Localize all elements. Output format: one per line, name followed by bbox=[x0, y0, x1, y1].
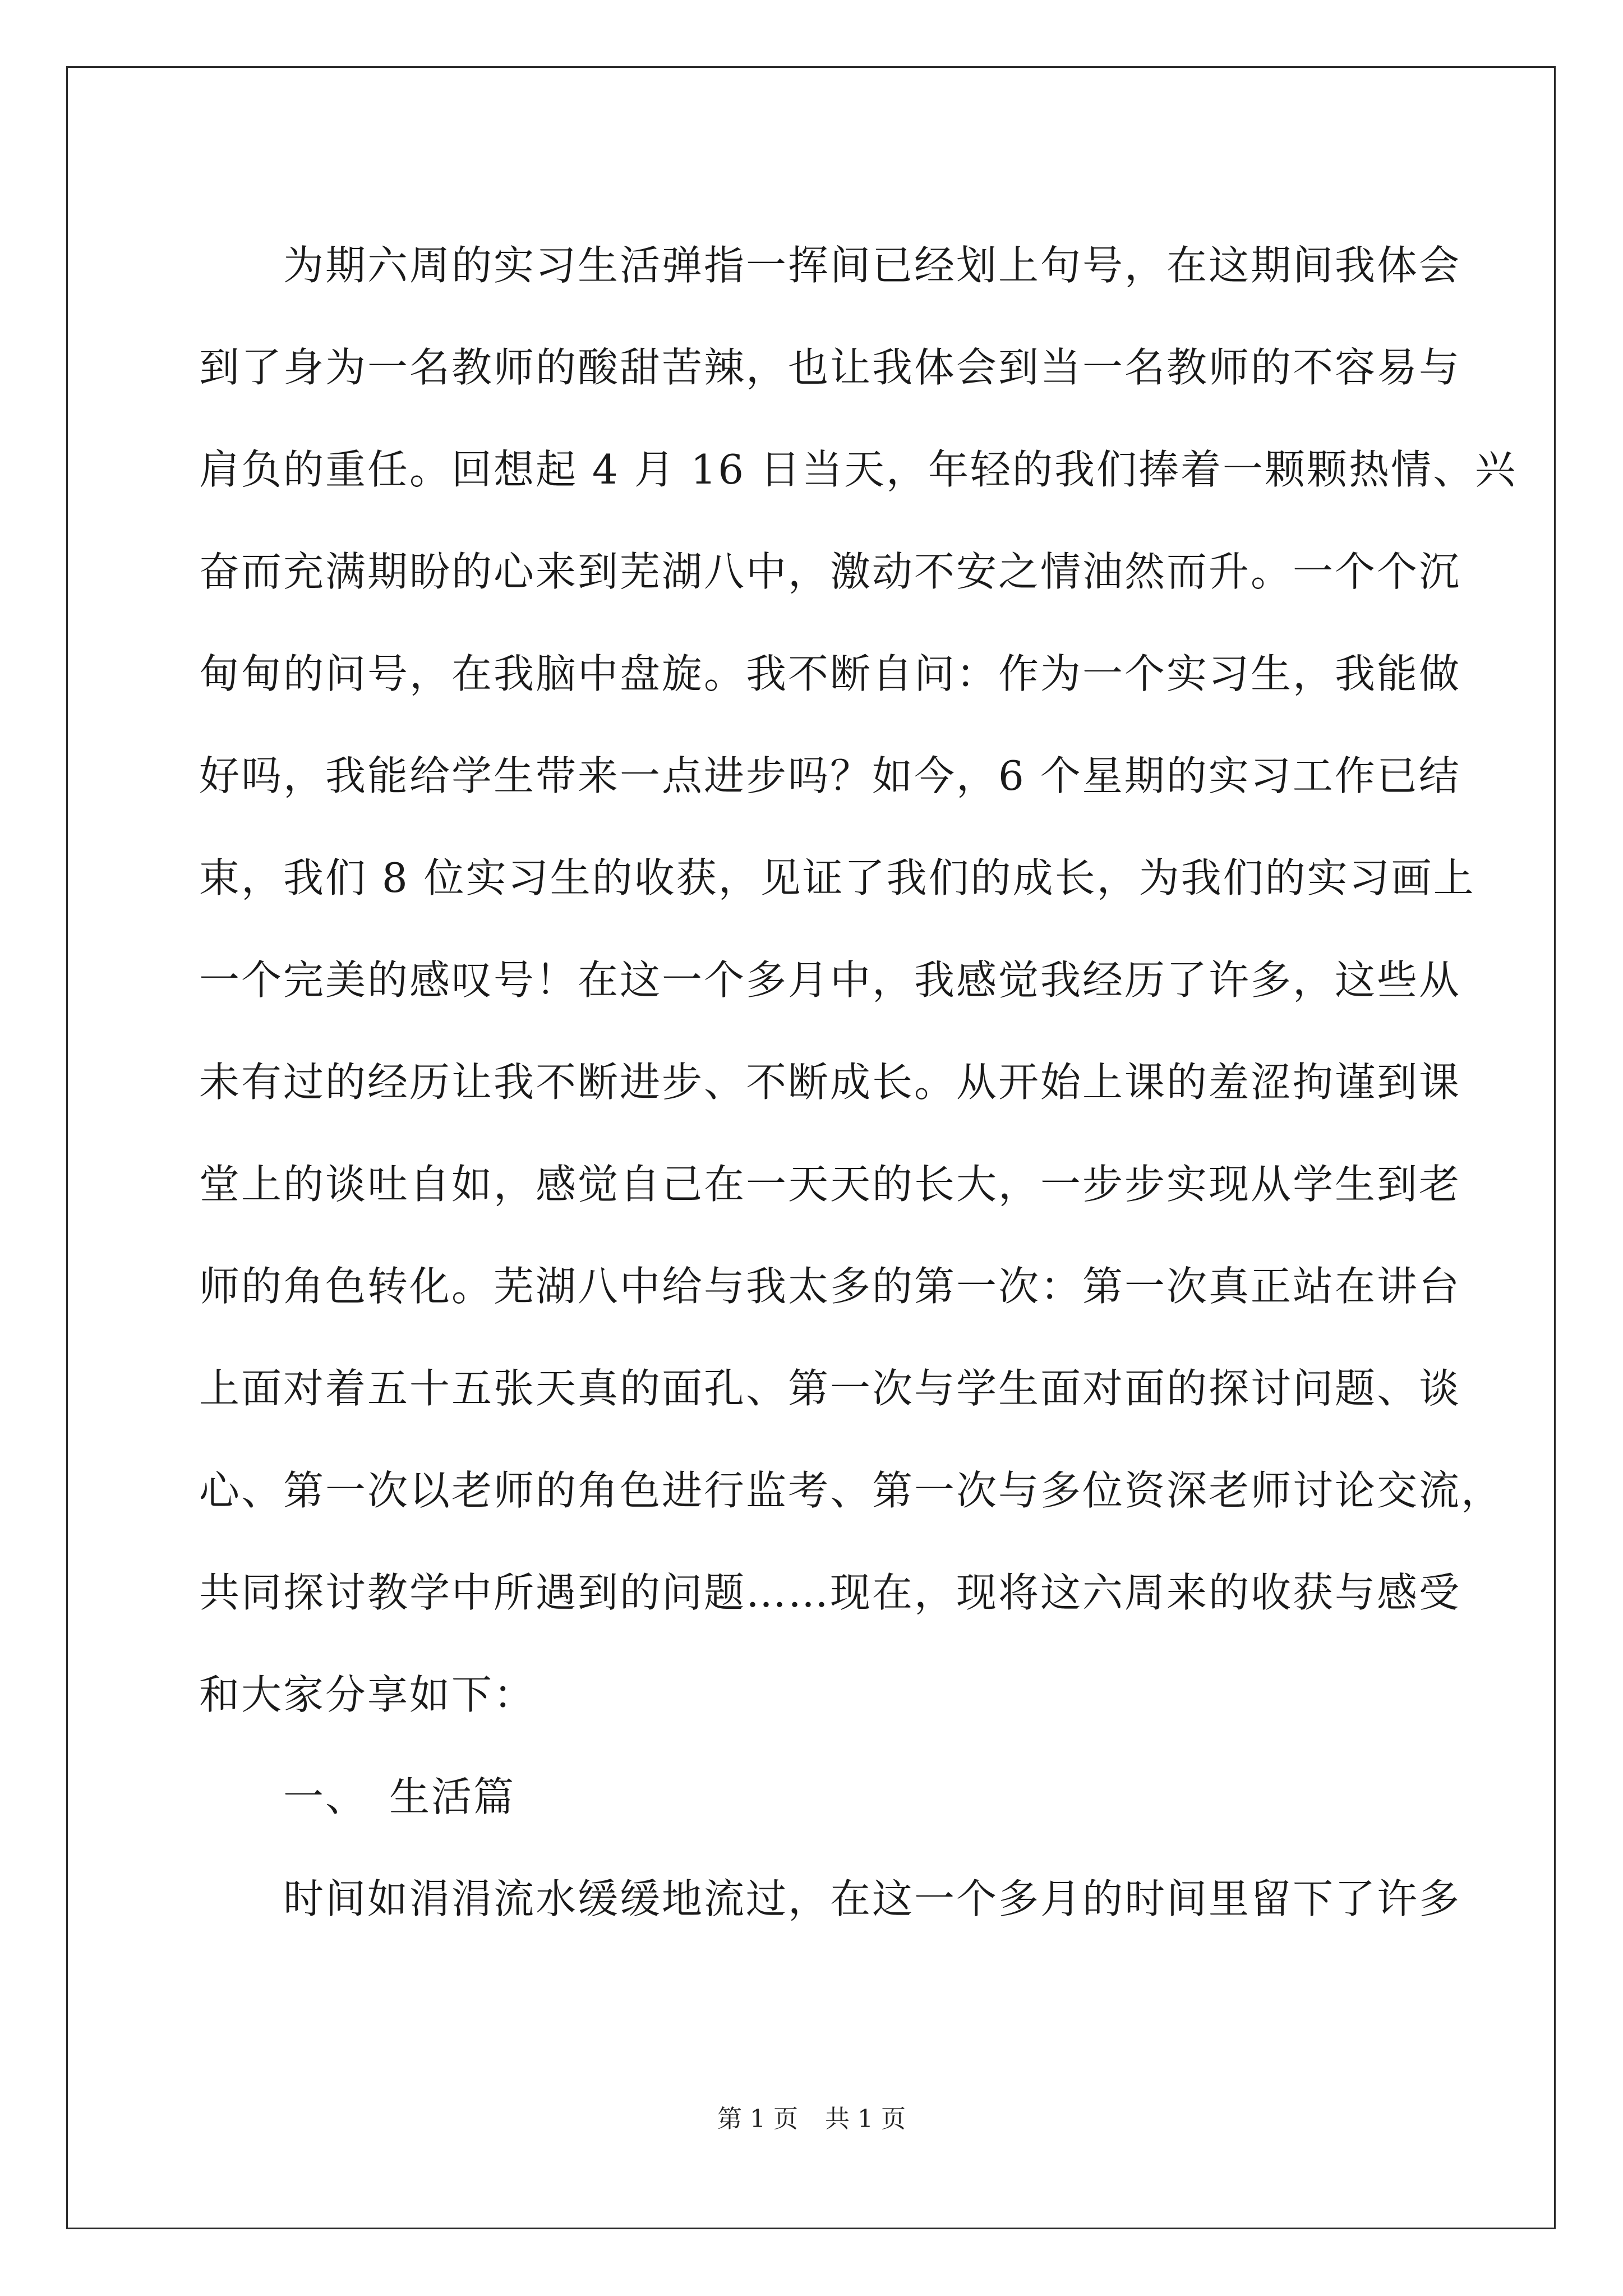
section-heading: 一、 生活篇 bbox=[283, 1773, 516, 1820]
paragraph-line: 师的角色转化。芜湖八中给与我太多的第一次：第一次真正站在讲台 bbox=[199, 1263, 1461, 1310]
paragraph-line: 好吗，我能给学生带来一点进步吗？如今，6 个星期的实习工作已结 bbox=[199, 752, 1461, 799]
paragraph-line: 到了身为一名教师的酸甜苦辣，也让我体会到当一名教师的不容易与 bbox=[199, 344, 1461, 391]
paragraph-line: 奋而充满期盼的心来到芜湖八中，激动不安之情油然而升。一个个沉 bbox=[199, 548, 1461, 595]
paragraph-line: 共同探讨教学中所遇到的问题……现在，现将这六周来的收获与感受 bbox=[199, 1569, 1461, 1616]
paragraph-line: 束，我们 8 位实习生的收获，见证了我们的成长，为我们的实习画上 bbox=[199, 854, 1476, 901]
page-footer bbox=[0, 2102, 1623, 2136]
paragraph-line: 肩负的重任。回想起 4 月 16 日当天，年轻的我们捧着一颗颗热情、兴 bbox=[199, 446, 1517, 493]
paragraph-line: 为期六周的实习生活弹指一挥间已经划上句号，在这期间我体会 bbox=[283, 242, 1461, 289]
paragraph-line: 甸甸的问号，在我脑中盘旋。我不断自问：作为一个实习生，我能做 bbox=[199, 650, 1461, 697]
paragraph-line: 一个完美的感叹号！在这一个多月中，我感觉我经历了许多，这些从 bbox=[199, 956, 1461, 1004]
paragraph-line: 未有过的经历让我不断进步、不断成长。从开始上课的羞涩拘谨到课 bbox=[199, 1059, 1461, 1106]
paragraph-line: 心、第一次以老师的角色进行监考、第一次与多位资深老师讨论交流， bbox=[199, 1467, 1504, 1514]
paragraph-line: 时间如涓涓流水缓缓地流过，在这一个多月的时间里留下了许多 bbox=[283, 1875, 1461, 1922]
paragraph-line: 上面对着五十五张天真的面孔、第一次与学生面对面的探讨问题、谈 bbox=[199, 1365, 1461, 1412]
page-total: 共 1 页 bbox=[825, 2105, 906, 2133]
paragraph-line: 和大家分享如下： bbox=[199, 1671, 536, 1718]
page-number: 第 1 页 bbox=[717, 2105, 798, 2133]
paragraph-line: 堂上的谈吐自如，感觉自己在一天天的长大，一步步实现从学生到老 bbox=[199, 1161, 1461, 1208]
document-body bbox=[199, 214, 1517, 1950]
